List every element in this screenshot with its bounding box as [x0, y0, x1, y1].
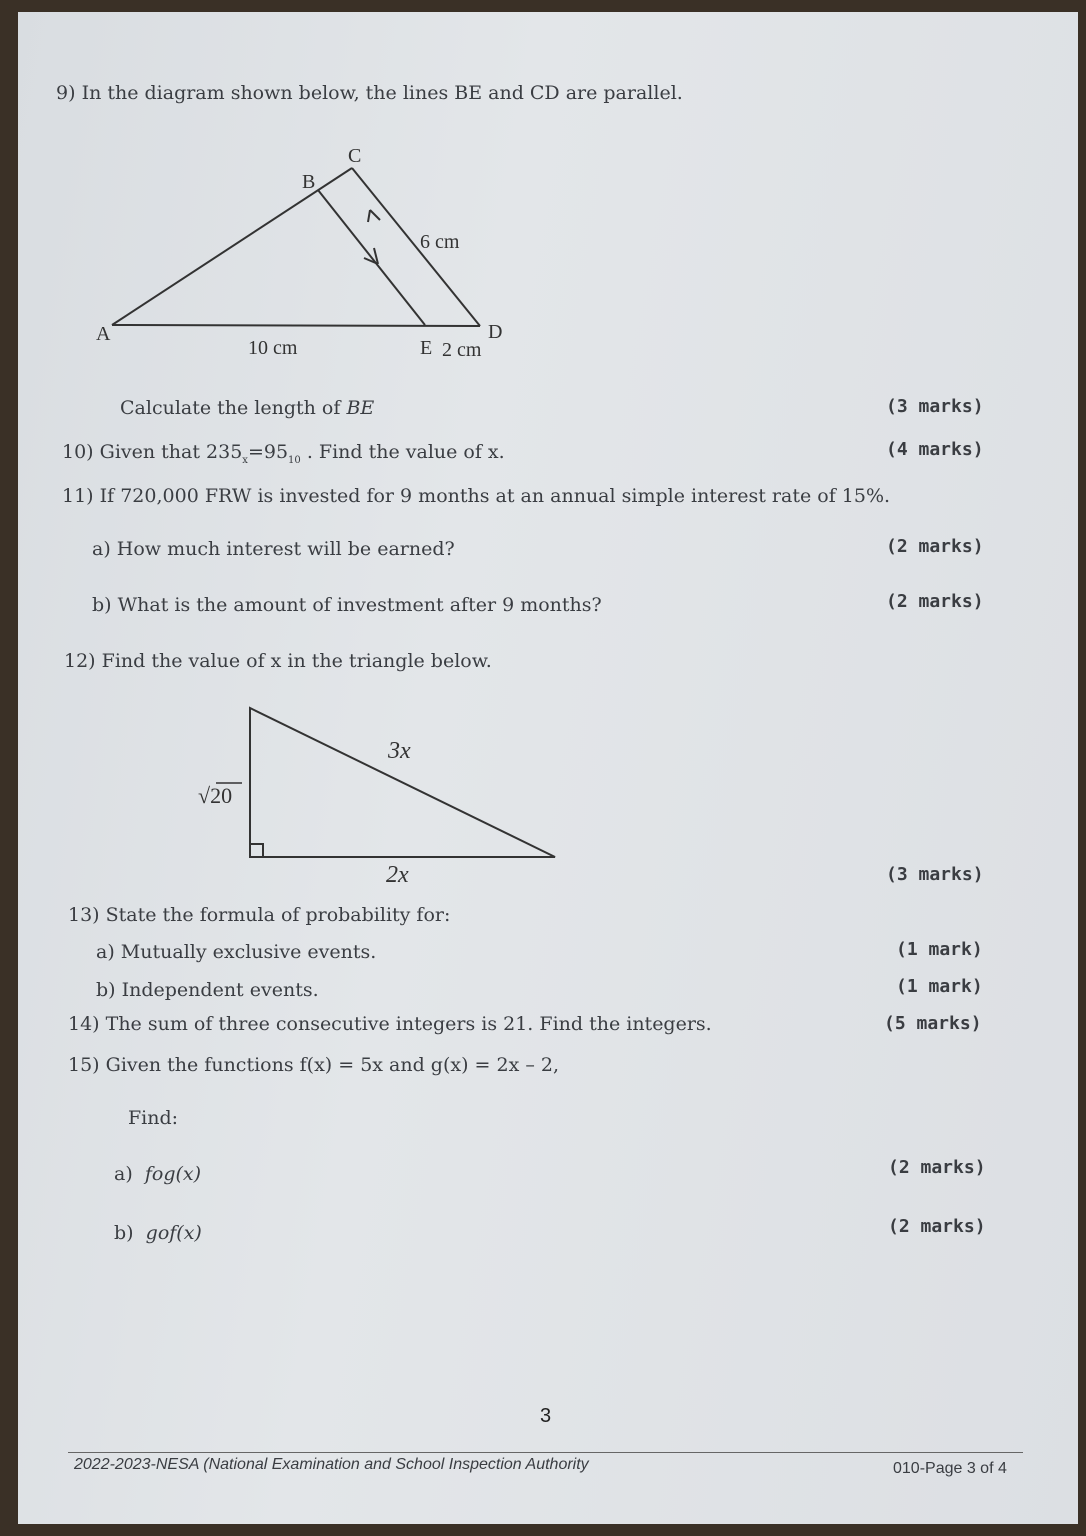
q15b-marks: (2 marks) [888, 1216, 986, 1237]
q11-text: 11) If 720,000 FRW is invested for 9 months at an annual simple interest rate of 15%. [62, 485, 891, 507]
label-b: B [302, 171, 316, 193]
q13a-marks: (1 mark) [896, 939, 983, 960]
q15-text: 15) Given the functions f(x) = 5x and g(x) = 2x – 2, [68, 1054, 560, 1076]
q9-task: Calculate the length of BE [120, 397, 375, 419]
label-base: 2x [386, 862, 409, 888]
q15a-marks: (2 marks) [888, 1157, 986, 1178]
q9-diagram [90, 140, 520, 370]
q15a-text: a) fog(x) [114, 1163, 202, 1185]
q11b-text: b) What is the amount of investment after 9 months? [92, 594, 602, 616]
q12-marks: (3 marks) [886, 864, 984, 885]
label-d: D [488, 321, 503, 343]
q14-text: 14) The sum of three consecutive integers is 21. Find the integers. [68, 1013, 712, 1035]
q12-text: 12) Find the value of x in the triangle below. [64, 650, 492, 672]
label-c: C [348, 145, 362, 167]
q13-text: 13) State the formula of probability for: [68, 904, 451, 926]
footer-divider [68, 1452, 1023, 1453]
q13b-marks: (1 mark) [896, 976, 983, 997]
label-e: E [420, 337, 433, 359]
label-bc: 6 cm [420, 231, 460, 253]
label-ed: 2 cm [442, 339, 482, 361]
q11a-text: a) How much interest will be earned? [92, 538, 455, 560]
q13a-text: a) Mutually exclusive events. [96, 941, 377, 963]
q14-marks: (5 marks) [884, 1013, 982, 1034]
label-ae: 10 cm [248, 337, 298, 359]
label-hypotenuse: 3x [388, 738, 411, 764]
q11a-marks: (2 marks) [886, 536, 984, 557]
q11b-marks: (2 marks) [886, 591, 984, 612]
q15b-text: b) gof(x) [114, 1222, 202, 1244]
footer-right: 010-Page 3 of 4 [893, 1460, 1007, 1477]
label-a: A [96, 323, 111, 345]
q10-text: 10) Given that $235_x=95_{10}$ . Find the value of x. [62, 441, 505, 466]
q9-marks: (3 marks) [886, 396, 984, 417]
page-number: 3 [540, 1405, 552, 1427]
q10-marks: (4 marks) [886, 439, 984, 460]
q15-find: Find: [128, 1107, 179, 1129]
label-side: √20 [198, 783, 233, 808]
q12-diagram [190, 700, 570, 890]
q13b-text: b) Independent events. [96, 979, 319, 1001]
footer-left: 2022-2023-NESA (National Examination and School Inspection Authority [74, 1456, 589, 1473]
q9-text: 9) In the diagram shown below, the lines BE and CD are parallel. [56, 82, 683, 104]
